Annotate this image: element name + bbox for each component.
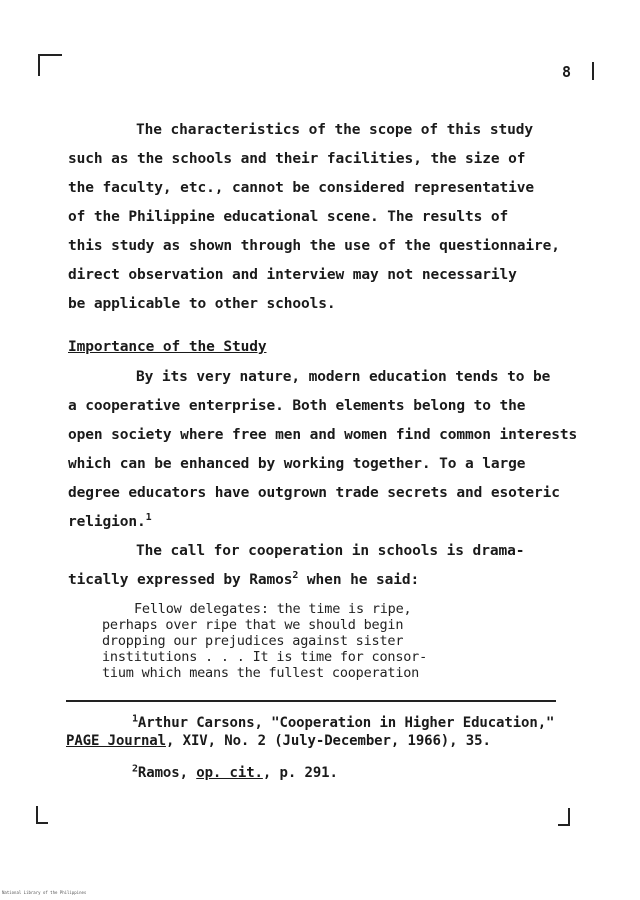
footnote-divider [66,700,556,702]
text-segment: Ramos, [137,765,197,781]
journal-title: PAGE Journal [66,733,166,749]
text-line [68,513,152,531]
quote-line: Fellow delegates: the time is ripe, [134,601,412,617]
footnote-1 [132,714,554,732]
text-line: The characteristics of the scope of this study [136,122,533,138]
text-line: such as the schools and their facilities, the size of [68,151,526,167]
quote-line: perhaps over ripe that we should begin [102,617,404,633]
crop-mark-bottom-left [36,806,48,824]
page-number: 8 [562,63,572,81]
text-segment: religion. [68,514,146,530]
quote-line: tium which means the fullest cooperation [102,665,420,681]
text-line: of the Philippine educational scene. The results of [68,209,509,225]
text-line: the faculty, etc., cannot be considered representative [68,180,535,196]
footnote-marker: 2 [132,763,138,775]
text-line: open society where free men and women find common interests [68,427,578,443]
scan-footer: National Library of the Philippines [2,890,87,895]
footnote-ref-1: 1 [145,512,152,524]
text-line: By its very nature, modern education tends to be [136,369,551,385]
text-segment: when he said: [298,572,420,588]
quote-line: institutions . . . It is time for consor- [102,649,428,665]
footnote-ref-2: 2 [292,570,299,582]
section-heading: Importance of the Study [68,339,267,355]
crop-mark-top-left [38,54,62,76]
text-segment: , p. 291. [262,765,338,781]
footnote-marker: 1 [132,713,138,725]
text-segment: Arthur Carsons, "Cooperation in Higher Education," [137,715,555,731]
footnote-1-cont [66,732,491,750]
text-segment: tically expressed by Ramos [68,572,293,588]
text-line: a cooperative enterprise. Both elements belong to the [68,398,526,414]
text-line: be applicable to other schools. [68,296,336,312]
text-line [68,571,419,589]
footnote-2 [132,764,338,782]
op-cit: op. cit. [196,765,263,781]
text-line: degree educators have outgrown trade secrets and esoteric [68,485,560,501]
quote-line: dropping our prejudices against sister [102,633,404,649]
crop-mark-top-right [588,62,594,80]
text-line: this study as shown through the use of the questionnaire, [68,238,560,254]
text-segment: , XIV, No. 2 (July-December, 1966), 35. [165,733,491,749]
text-line: direct observation and interview may not necessarily [68,267,517,283]
crop-mark-bottom-right [558,808,570,826]
text-line: which can be enhanced by working together. To a large [68,456,526,472]
text-line: The call for cooperation in schools is drama- [136,543,525,559]
